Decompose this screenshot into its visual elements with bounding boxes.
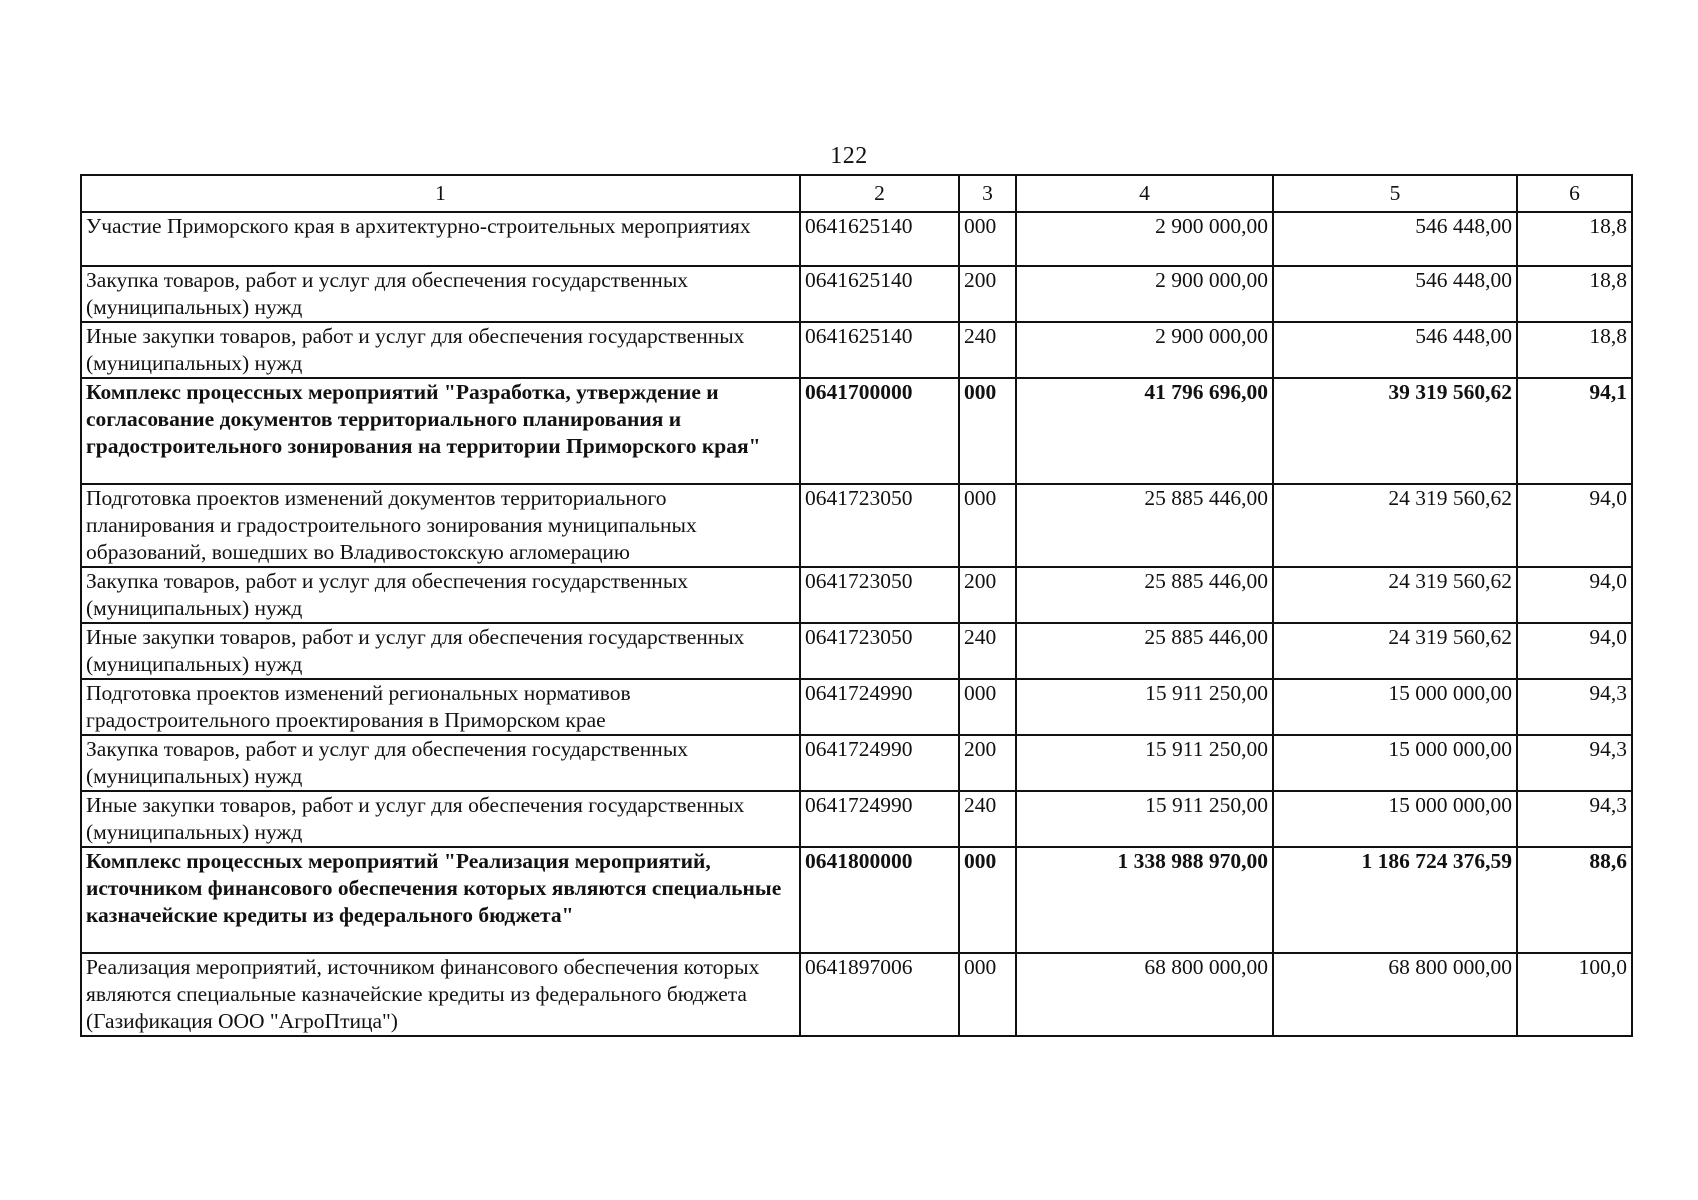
table-row	[81, 953, 1632, 1036]
column-header-percent: 6	[1517, 175, 1632, 212]
column-header-plan: 4	[1016, 175, 1273, 212]
header-row	[81, 175, 1632, 212]
row-code-cell: 0641897006	[800, 953, 959, 1036]
row-plan-amount-cell: 25 885 446,00	[1016, 567, 1273, 623]
row-fact-amount-cell: 39 319 560,62	[1273, 378, 1517, 484]
row-vr-cell: 240	[959, 791, 1016, 847]
row-plan-amount-cell: 15 911 250,00	[1016, 791, 1273, 847]
row-vr-cell: 000	[959, 679, 1016, 735]
row-fact-amount-cell: 24 319 560,62	[1273, 567, 1517, 623]
row-vr-cell: 240	[959, 623, 1016, 679]
row-name-cell: Участие Приморского края в архитектурно-строительных мероприятиях	[81, 212, 800, 266]
row-percent-cell: 94,3	[1517, 791, 1632, 847]
row-vr-cell: 000	[959, 953, 1016, 1036]
row-code-cell: 0641724990	[800, 791, 959, 847]
row-name-cell: Иные закупки товаров, работ и услуг для обеспечения государственных (муниципальных) нужд	[81, 322, 800, 378]
row-plan-amount-cell: 2 900 000,00	[1016, 266, 1273, 322]
row-code-cell: 0641723050	[800, 484, 959, 567]
row-percent-cell: 94,1	[1517, 378, 1632, 484]
row-vr-cell: 200	[959, 567, 1016, 623]
row-percent-cell: 18,8	[1517, 322, 1632, 378]
row-percent-cell: 94,3	[1517, 735, 1632, 791]
row-fact-amount-cell: 546 448,00	[1273, 266, 1517, 322]
column-header-fact: 5	[1273, 175, 1517, 212]
row-vr-cell: 000	[959, 484, 1016, 567]
table-row	[81, 567, 1632, 623]
table-body	[81, 212, 1632, 1036]
row-name-cell: Иные закупки товаров, работ и услуг для обеспечения государственных (муниципальных) нужд	[81, 623, 800, 679]
row-plan-amount-cell: 41 796 696,00	[1016, 378, 1273, 484]
row-percent-cell: 88,6	[1517, 847, 1632, 953]
row-code-cell: 0641724990	[800, 679, 959, 735]
row-fact-amount-cell: 546 448,00	[1273, 322, 1517, 378]
row-vr-cell: 000	[959, 212, 1016, 266]
column-header-name: 1	[81, 175, 800, 212]
table-row	[81, 322, 1632, 378]
row-code-cell: 0641723050	[800, 567, 959, 623]
column-header-vr: 3	[959, 175, 1016, 212]
row-plan-amount-cell: 2 900 000,00	[1016, 212, 1273, 266]
row-percent-cell: 18,8	[1517, 266, 1632, 322]
row-code-cell: 0641625140	[800, 322, 959, 378]
row-vr-cell: 000	[959, 378, 1016, 484]
row-plan-amount-cell: 68 800 000,00	[1016, 953, 1273, 1036]
row-fact-amount-cell: 24 319 560,62	[1273, 623, 1517, 679]
row-percent-cell: 94,3	[1517, 679, 1632, 735]
row-fact-amount-cell: 24 319 560,62	[1273, 484, 1517, 567]
row-code-cell: 0641625140	[800, 212, 959, 266]
row-fact-amount-cell: 68 800 000,00	[1273, 953, 1517, 1036]
table-row	[81, 735, 1632, 791]
column-header-code: 2	[800, 175, 959, 212]
row-name-cell: Реализация мероприятий, источником финансового обеспечения которых являются специальные казначейские кредиты из федерального бюджета (Газификация ООО "АгроПтица")	[81, 953, 800, 1036]
table-row	[81, 791, 1632, 847]
row-plan-amount-cell: 2 900 000,00	[1016, 322, 1273, 378]
row-name-cell: Подготовка проектов изменений региональных нормативов градостроительного проектирования в Приморском крае	[81, 679, 800, 735]
table-row	[81, 266, 1632, 322]
table-row	[81, 212, 1632, 266]
budget-table	[80, 174, 1633, 1037]
row-vr-cell: 240	[959, 322, 1016, 378]
row-plan-amount-cell: 25 885 446,00	[1016, 484, 1273, 567]
row-name-cell: Комплекс процессных мероприятий "Реализация мероприятий, источником финансового обеспечения которых являются специальные казначейские кредиты из федерального бюджета"	[81, 847, 800, 953]
row-code-cell: 0641700000	[800, 378, 959, 484]
row-fact-amount-cell: 1 186 724 376,59	[1273, 847, 1517, 953]
row-name-cell: Комплекс процессных мероприятий "Разработка, утверждение и согласование документов территориального планирования и градостроительного зонирования на территории Приморского края"	[81, 378, 800, 484]
row-plan-amount-cell: 25 885 446,00	[1016, 623, 1273, 679]
row-code-cell: 0641724990	[800, 735, 959, 791]
row-name-cell: Закупка товаров, работ и услуг для обеспечения государственных (муниципальных) нужд	[81, 735, 800, 791]
row-fact-amount-cell: 546 448,00	[1273, 212, 1517, 266]
row-percent-cell: 94,0	[1517, 484, 1632, 567]
table-row	[81, 484, 1632, 567]
row-percent-cell: 18,8	[1517, 212, 1632, 266]
row-percent-cell: 100,0	[1517, 953, 1632, 1036]
table-header	[81, 175, 1632, 212]
row-plan-amount-cell: 15 911 250,00	[1016, 679, 1273, 735]
row-vr-cell: 200	[959, 266, 1016, 322]
table-row	[81, 847, 1632, 953]
table-row	[81, 679, 1632, 735]
page-number: 122	[830, 143, 868, 169]
row-plan-amount-cell: 1 338 988 970,00	[1016, 847, 1273, 953]
row-percent-cell: 94,0	[1517, 567, 1632, 623]
row-vr-cell: 000	[959, 847, 1016, 953]
row-code-cell: 0641723050	[800, 623, 959, 679]
row-vr-cell: 200	[959, 735, 1016, 791]
row-name-cell: Иные закупки товаров, работ и услуг для обеспечения государственных (муниципальных) нужд	[81, 791, 800, 847]
row-percent-cell: 94,0	[1517, 623, 1632, 679]
row-fact-amount-cell: 15 000 000,00	[1273, 735, 1517, 791]
table-row	[81, 623, 1632, 679]
row-fact-amount-cell: 15 000 000,00	[1273, 791, 1517, 847]
table-row	[81, 378, 1632, 484]
row-name-cell: Закупка товаров, работ и услуг для обеспечения государственных (муниципальных) нужд	[81, 567, 800, 623]
row-fact-amount-cell: 15 000 000,00	[1273, 679, 1517, 735]
row-code-cell: 0641800000	[800, 847, 959, 953]
row-plan-amount-cell: 15 911 250,00	[1016, 735, 1273, 791]
row-code-cell: 0641625140	[800, 266, 959, 322]
row-name-cell: Закупка товаров, работ и услуг для обеспечения государственных (муниципальных) нужд	[81, 266, 800, 322]
row-name-cell: Подготовка проектов изменений документов территориального планирования и градостроительного зонирования муниципальных образований, вошедших во Владивостокскую агломерацию	[81, 484, 800, 567]
